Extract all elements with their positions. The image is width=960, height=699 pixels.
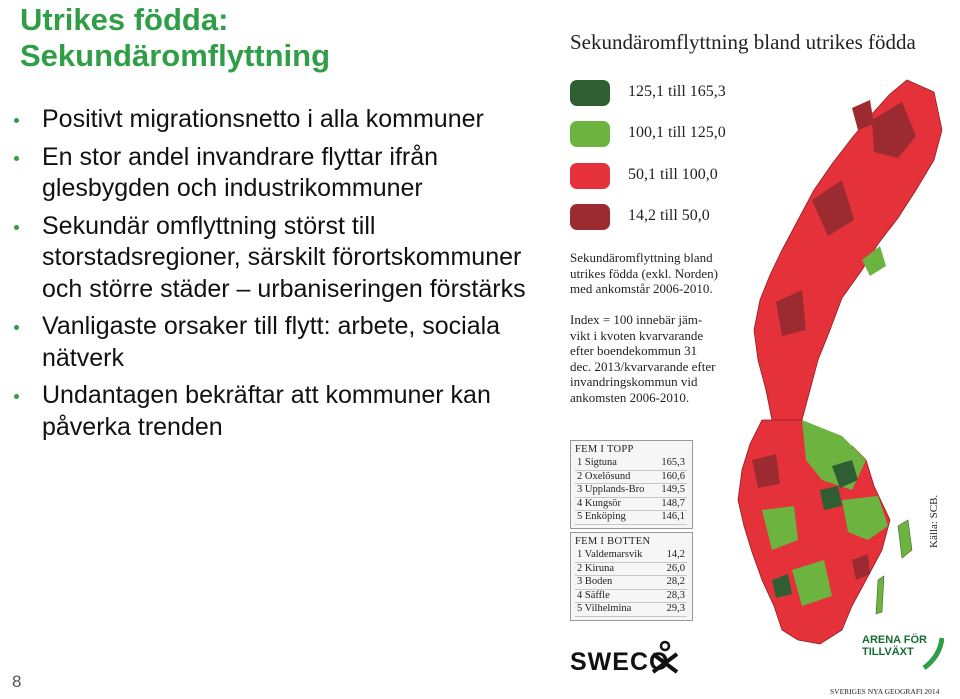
bullet-item: Undantagen bekräftar att kommuner kan påverka trenden — [14, 380, 534, 443]
bullet-item: Sekundär omflyttning störst till storstadsregioner, särskilt förortskommuner och större städer – urbaniseringen förstärks — [14, 211, 534, 306]
bullet-dot-icon — [14, 156, 19, 161]
table-row: 5 Vilhelmina 29,3 — [575, 603, 687, 617]
table-row: 2 Oxelösund 160,6 — [575, 471, 687, 485]
legend-item — [570, 163, 750, 191]
bullet-dot-icon — [14, 225, 19, 230]
legend-item — [570, 204, 750, 232]
footer-label: SVERIGES NYA GEOGRAFI 2014 — [830, 687, 940, 696]
arena-logo-line2: TILLVÄXT — [862, 646, 914, 658]
source-label: Källa: SCB. — [928, 494, 940, 548]
slide-title-line1: Utrikes födda: — [20, 2, 229, 37]
bullet-item: Positivt migrationsnetto i alla kommuner — [14, 104, 534, 136]
table-row: 4 Säffle 28,3 — [575, 590, 687, 604]
bullet-item: Vanligaste orsaker till flytt: arbete, sociala nätverk — [14, 311, 534, 374]
map-island-oland — [876, 576, 884, 614]
top-five-table — [570, 440, 693, 529]
bullet-dot-icon — [14, 394, 19, 399]
page-number: 8 — [12, 672, 22, 691]
figure-title: Sekundäromflyttning bland utrikes födda — [570, 30, 916, 54]
legend-label: 125,1 till 165,3 — [628, 83, 726, 100]
map-region-darkgreen-2 — [820, 486, 842, 510]
table-header: FEM I TOPP — [575, 444, 634, 455]
legend-item — [570, 121, 750, 149]
bullet-dot-icon — [14, 325, 19, 330]
map-caption: Sekundäromflyttning bland utrikes födda (exkl. Norden) med ankomstår 2006-2010. — [570, 250, 719, 296]
table-row: 4 Kungsör 148,7 — [575, 498, 687, 512]
table-header: FEM I BOTTEN — [575, 536, 651, 547]
bullet-item: En stor andel invandrare flyttar ifrån glesbygden och industrikommuner — [14, 142, 534, 205]
bullet-list — [14, 104, 534, 449]
legend-label: 14,2 till 50,0 — [628, 207, 710, 224]
arena-swoosh-icon — [922, 636, 944, 670]
arena-logo-line1: ARENA FÖR — [862, 634, 927, 646]
table-row: 5 Enköping 146,1 — [575, 511, 687, 525]
legend-item — [570, 80, 750, 108]
sweco-mark-icon — [650, 640, 680, 674]
table-row: 3 Boden 28,2 — [575, 576, 687, 590]
sweco-logo: SWECO — [570, 648, 670, 676]
legend-swatch — [570, 80, 610, 106]
legend-swatch — [570, 121, 610, 147]
slide-title-line2: Sekundäromflyttning — [20, 38, 331, 73]
legend-label: 100,1 till 125,0 — [628, 124, 726, 141]
legend-swatch — [570, 204, 610, 230]
table-row: 1 Valdemarsvik 14,2 — [575, 549, 687, 563]
map-figure — [562, 0, 960, 699]
legend-swatch — [570, 163, 610, 189]
table-row: 3 Upplands-Bro 149,5 — [575, 484, 687, 498]
legend-label: 50,1 till 100,0 — [628, 166, 718, 183]
bullet-dot-icon — [14, 118, 19, 123]
slide-title — [20, 2, 540, 74]
table-row: 2 Kiruna 26,0 — [575, 563, 687, 577]
map-island-gotland — [898, 520, 912, 558]
index-explanation: Index = 100 innebär jäm- vikt i kvoten kvarvarande efter boendekommun 31 dec. 2013/kvarvarande efter invandringskommun vid ankomsten 2006-2010. — [570, 312, 716, 405]
table-row: 1 Sigtuna 165,3 — [575, 457, 687, 471]
bottom-five-table — [570, 532, 693, 621]
